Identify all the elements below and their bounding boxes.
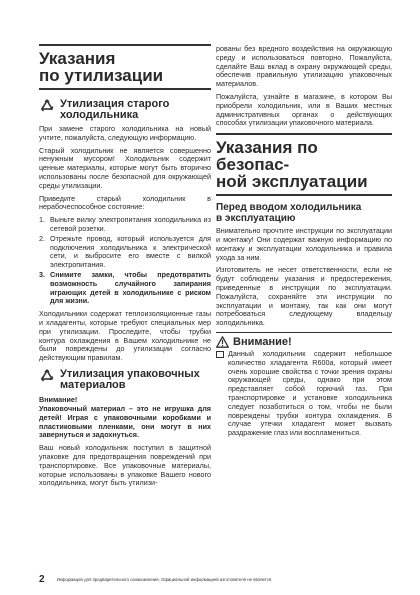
before-use-heading-line2: в эксплуатацию [216,213,296,225]
left-column [39,44,211,492]
refrigerant-warning-item [216,350,392,438]
old-fridge-heading-line1: Утилизация старого [60,98,170,110]
list-item: 3. Снимите замки, чтобы предотвратить возможность случайного запирания играющих детей в холодильнике с риском для жизни. [39,269,211,306]
disable-steps-list [39,216,211,306]
before-use-heading-line1: Перед вводом холодильника [216,202,362,214]
packaging-heading-line2: материалов [60,378,126,391]
list-item: 2. Отрежьте провод, который используется для подключения холодильника к электрической сети, и выбросите его вместе с вилкой электропитания. [39,233,211,270]
refrigerant-warning-text: Данный холодильник содержит небольшое количество хладагента R600a, который имеет очень хорошие свойства с точки зрения охраны окружающей среды, однако при этом представляет собой горючий газ. При транспортировке и установке холодильника следует позаботиться о том, чтобы не были повреждены трубки контура охлаждения. В случае утечки хладагент может вызвать раздражение глаз или воспламениться. [228,348,392,438]
list-item: 1. Выньте вилку электропитания холодильника из сетевой розетки. [39,215,211,233]
safety-title-line2: ной эксплуатации [216,172,368,192]
page-number: 2 [39,574,45,585]
disposal-title-line2: по утилизации [39,66,164,85]
recycle-icon [39,369,55,385]
warning-triangle-icon [216,336,229,348]
old-fridge-heading-line2: холодильника [60,109,139,121]
safety-title-line1: Указания по безопас- [216,138,318,175]
page-footer [39,574,392,585]
right-column [216,45,392,438]
refrigerant-gases-paragraph: Холодильники содержат теплоизоляционные газы и хладагенты, которые требуют специальных мер при утилизации. Проследите, чтобы трубки контура охлаждения в Вашем холодильнике не были повреждены до утилизации согласно действующим правилам. [39,309,211,363]
manufacturer-liability-paragraph: Изготовитель не несет ответственности, если не будут соблюдены указания и предостережения, приведенные в инструкции по эксплуатации. Пожалуйста, сохраняйте эти инструкции по эксплуатации и монтажу, так как они могут потребоваться следующему владельцу холодильника. [216,265,392,328]
packaging-attention-label: Внимание! [39,394,78,404]
recycle-icon [39,99,55,115]
disposal-title-box [39,44,211,90]
read-instructions-paragraph: Внимательно прочтите инструкции по эксплуатации и монтажу! Они содержат важную информацию по монтажу и эксплуатации холодильника и правила ухода за ним. [216,226,392,262]
refrigerant-warning-heading [216,336,392,348]
packaging-heading [39,369,211,391]
refrigerant-warning-title: Внимание! [233,335,292,348]
packaging-heading-line1: Утилизация упаковочных [60,367,200,380]
refrigerant-warning-box [216,332,392,438]
packaging-info-paragraph: Ваш новый холодильник поступил в защитной упаковке для предотвращения повреждений при транспортировке. Все упаковочные материалы, которые использованы в упаковке Вашего нового холодильника, могут быть утилизи- [39,443,211,488]
local-authorities-paragraph: Пожалуйста, узнайте в магазине, в котором Вы приобрели холодильник, или в Ваших местных административных органах о действующих способах утилизации упаковочного материала. [216,91,392,128]
disable-fridge-paragraph: Приведите старый холодильник в нерабочеспособное состояние: [39,193,211,212]
disposal-title-line1: Указания [39,49,116,68]
packaging-warning-paragraph: Упаковочный материал – это не игрушка для детей! Играя с упаковочными коробками и пластиковыми пленками, они могут в них завернуться и задохнуться. [39,403,211,440]
packaging-continued-paragraph: рованы без вредного воздействия на окружающую среду и использоваться повторно. Пожалуйста, сделайте Ваш вклад в охрану окружающей среды, обеспечив правильную утилизацию упаковочных материалов. [216,44,392,89]
before-use-heading [216,202,392,224]
square-bullet-icon [216,351,224,358]
old-fridge-heading [39,99,211,121]
preview-disclaimer: Информация для предварительного ознакомления. Официальной информацией изготовителя не является. [56,577,273,582]
replacement-paragraph: При замене старого холодильника на новый учтите, пожалуйста, следующую информацию. [39,124,211,142]
valuable-materials-paragraph: Старый холодильник не является совершенно ненужным мусором! Холодильник содержит ценные материалы, которые могут быть вторично использованы после безопасной для окружающей среды утилизации. [39,145,211,190]
safety-title-box [216,133,392,196]
